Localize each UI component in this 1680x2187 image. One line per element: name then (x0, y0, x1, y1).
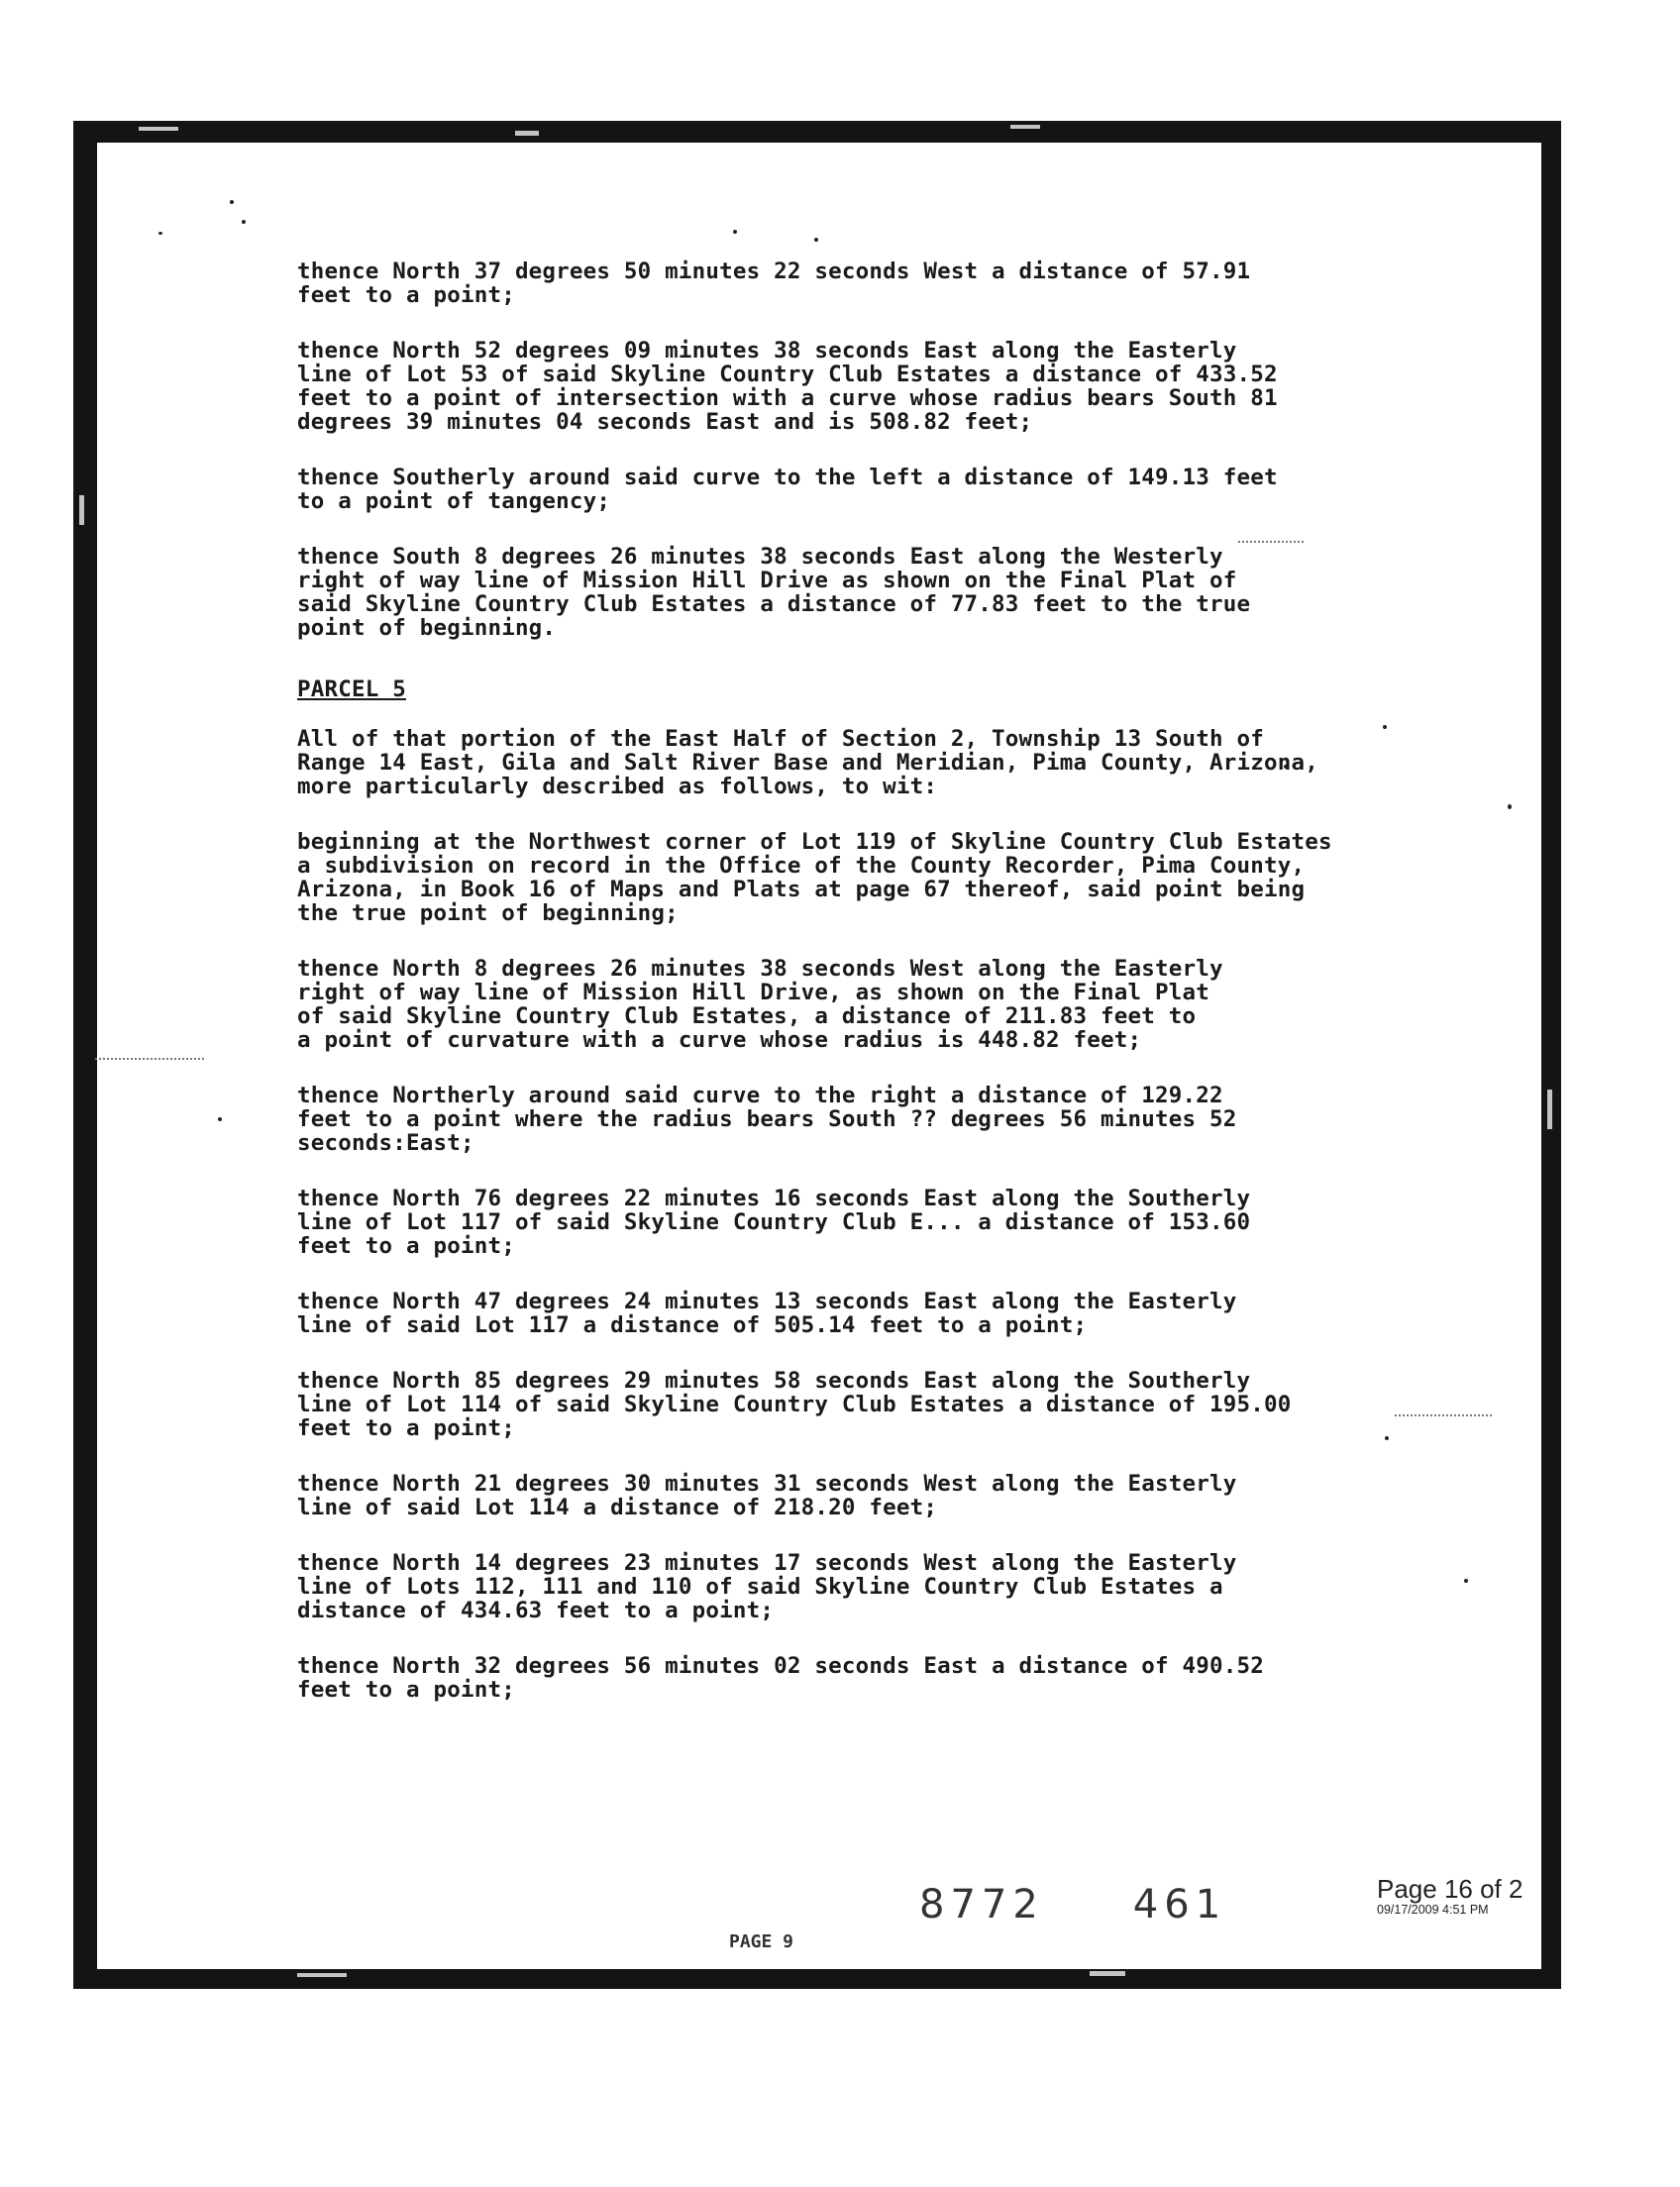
paragraph: beginning at the Northwest corner of Lot 119 of Skyline Country Club Estates a subdivision on record in the Office of the County Recorder, Pima County, Arizona, in Book 16 of Maps and Plats at page 67 thereof, said point being the true point of beginning; (297, 829, 1332, 926)
paragraph: thence North 85 degrees 29 minutes 58 seconds East along the Southerly line of Lot 114 of said Skyline Country Club Estates a distance of 195.00 feet to a point; (297, 1368, 1292, 1441)
recording-stamp (919, 1882, 1226, 1927)
paragraph: thence North 32 degrees 56 minutes 02 seconds East a distance of 490.52 feet to a point; (297, 1653, 1264, 1703)
paragraph: All of that portion of the East Half of Section 2, Township 13 South of Range 14 East, Gila and Salt River Base and Meridian, Pima County, Arizona, more particularly described as follows, to wit: (297, 726, 1318, 799)
paragraph: thence North 76 degrees 22 minutes 16 seconds East along the Southerly line of Lot 117 of said Skyline Country Club E... a distance of 153.60 feet to a point; (297, 1186, 1251, 1259)
paragraph: thence North 47 degrees 24 minutes 13 seconds East along the Easterly line of said Lot 117 a distance of 505.14 feet to a point; (297, 1289, 1237, 1338)
paragraph: thence South 8 degrees 26 minutes 38 seconds East along the Westerly right of way line of Mission Hill Drive as shown on the Final Plat of said Skyline Country Club Estates a distance of 77.83 feet to the true point of beginning. (297, 544, 1251, 641)
paragraph: thence North 8 degrees 26 minutes 38 seconds West along the Easterly right of way line of Mission Hill Drive, as shown on the Final Plat of said Skyline Country Club Estates, a distance of 211.83 feet to a point of curvature with a curve whose radius is 448.82 feet; (297, 956, 1223, 1053)
paragraph: thence North 52 degrees 09 minutes 38 seconds East along the Easterly line of Lot 53 of said Skyline Country Club Estates a distance of 433.52 feet to a point of intersection with a curve whose radius bears South 81 degrees 39 minutes 04 seconds East and is 508.82 feet; (297, 338, 1278, 435)
page-counter-text: Page 16 of 2 (1377, 1874, 1523, 1904)
scan-noise (230, 200, 234, 204)
page-counter (1377, 1875, 1522, 1918)
scan-streak (95, 1058, 204, 1060)
paragraph: thence Southerly around said curve to the left a distance of 149.13 feet to a point of tangency; (297, 465, 1278, 514)
parcel-heading: PARCEL 5 (297, 677, 406, 702)
scan-noise (1508, 804, 1512, 809)
border-speckle (1090, 1971, 1125, 1976)
scan-noise (242, 220, 246, 224)
paragraph: thence North 21 degrees 30 minutes 31 seconds West along the Easterly line of said Lot 114 a distance of 218.20 feet; (297, 1471, 1237, 1520)
scan-noise (158, 232, 162, 235)
border-speckle (297, 1973, 347, 1977)
legal-description-body (297, 260, 1426, 1733)
stamp-book-number: 8772 (919, 1882, 1044, 1927)
paragraph: thence North 14 degrees 23 minutes 17 seconds West along the Easterly line of Lots 112, 111 and 110 of said Skyline Country Club Estates a distance of 434.63 feet to a point; (297, 1550, 1237, 1623)
page-timestamp: 09/17/2009 4:51 PM (1377, 1903, 1489, 1917)
scan-noise (218, 1117, 222, 1121)
paragraph: thence Northerly around said curve to the right a distance of 129.22 feet to a point where the radius bears South ?? degrees 56 minutes 52 seconds:East; (297, 1083, 1237, 1156)
stamp-page-number: 461 (1132, 1882, 1227, 1927)
paragraph: thence North 37 degrees 50 minutes 22 seconds West a distance of 57.91 feet to a point; (297, 259, 1251, 308)
border-speckle (1010, 125, 1040, 129)
page-label: PAGE 9 (729, 1931, 794, 1952)
border-speckle (1547, 1090, 1552, 1129)
scan-noise (733, 230, 737, 234)
border-speckle (139, 127, 178, 131)
scan-noise (814, 238, 818, 242)
border-speckle (515, 131, 539, 136)
border-speckle (79, 495, 84, 525)
scan-noise (1464, 1579, 1468, 1583)
